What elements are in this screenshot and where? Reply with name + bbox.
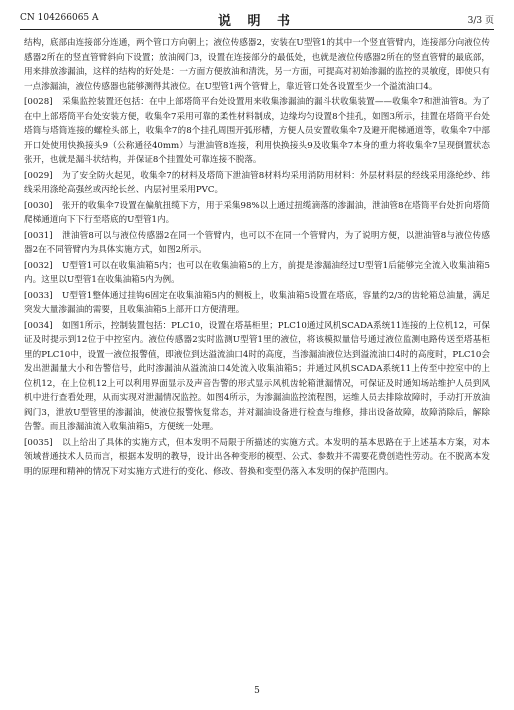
paragraph-number: [0034] <box>24 320 53 331</box>
paragraph-0031 <box>24 229 490 258</box>
paragraph-text: 采集监控装置还包括：在中上部塔筒平台处设置用来收集渗漏油的漏斗状收集装置——收集伞7和泄油管8。为了在中上部塔筒平台处安装方便，收集伞7采用可靠的柔性材料制成，边缘均匀设置8个挂孔，如图3所示，挂置在塔筒平台处塔筒与塔筒连接的螺栓头部上，收集伞7的8个挂孔周围开弧形槽，方便人员安置收集伞7及避开爬梯通道等，收集伞7中部开口处使用快换接头9（公称通径40mm）与泄油管8连接，利用快换接头9及收集伞7本身的重力将收集伞7呈现倒置状态张开，也就是漏斗状结构，并保证8个挂置处可靠连接不脱落。 <box>24 97 490 165</box>
paragraph-text: 泄油管8可以与液位传感器2在同一个管臂内，也可以不在同一个管臂内，为了说明方便，以泄油管8与液位传感器2在不同管臂内为具体实施方式，如图2所示。 <box>24 230 490 255</box>
page-footer <box>0 686 514 696</box>
paragraph-0028 <box>24 95 490 168</box>
page-number: 5 <box>254 686 260 696</box>
page-indicator: 3/3 页 <box>467 16 494 26</box>
paragraph-text: U型管1整体通过挂钩6固定在收集油箱5内的侧板上，收集油箱5设置在塔底，容量约2/3的齿轮箱总油量，满足突发大量渗漏油的需要，且收集油箱5上部开口方便清理。 <box>24 290 490 315</box>
paragraph-number: [0029] <box>24 170 53 181</box>
paragraph-0029 <box>24 169 490 198</box>
paragraph-number: [0032] <box>24 260 53 271</box>
paragraph-number: [0035] <box>24 437 53 448</box>
document-title: 说 明 书 <box>217 14 297 29</box>
paragraph-text: 以上给出了具体的实施方式，但本发明不局限于所描述的实施方式。本发明的基本思路在于上述基本方案，对本领域普通技术人员而言，根据本发明的教导，设计出各种变形的模型、公式、参数并不需要花费创造性劳动。在不脱离本发明的原理和精神的情况下对实施方式进行的变化、修改、替换和变型仍落入本发明的保护范围内。 <box>24 437 490 477</box>
paragraph-0033 <box>24 289 490 318</box>
document-body <box>24 36 490 480</box>
paragraph-number: [0031] <box>24 230 53 241</box>
document-number: CN 104266065 A <box>20 13 99 23</box>
paragraph-number: [0028] <box>24 97 53 107</box>
paragraph-number: [0033] <box>24 290 53 301</box>
paragraph-0032 <box>24 259 490 288</box>
paragraph-text: 张开的收集伞7设置在偏航扭缆下方，用于采集98%以上通过扭缆滴落的渗漏油，泄油管8在塔筒平台处折向塔筒爬梯通道向下下行至塔底的U型管1内。 <box>24 200 490 225</box>
paragraph-0035 <box>24 436 490 480</box>
paragraph-continuation <box>24 36 490 94</box>
paragraph-0030 <box>24 199 490 228</box>
paragraph-text: 结构，底部由连接部分连通，两个管口方向朝上；液位传感器2，安装在U型管1的其中一个竖直管臂内，连接部分向液位传感器2所在的竖直管臂斜向下设置；放油阀门3，设置在连接部分的最低处，也就是液位传感器2所在的竖直管臂的最底部，用来排放渗漏油，这样的结构的好处是：一方面方便放油和清洗，另一方面，可提高对初始渗漏的监控的灵敏度，即使只有一点渗漏油，液位传感器也能够测得其液位。在U型管1两个管臂上，靠近管口处各设置至少一个溢流油口4。 <box>24 38 490 92</box>
paragraph-0034 <box>24 319 490 435</box>
paragraph-number: [0030] <box>24 200 53 211</box>
paragraph-text: U型管1可以在收集油箱5内；也可以在收集油箱5的上方，前提是渗漏油经过U型管1后能够完全流入收集油箱5内。这里以U型管1在收集油箱5内为例。 <box>24 260 490 285</box>
paragraph-text: 为了安全防火起见，收集伞7的材料及塔筒下泄油管8材料均采用消防用材料：外层材料层的经线采用涤纶纱、纬线采用涤纶高强丝或丙纶长丝、内层衬里采用PVC。 <box>24 170 490 195</box>
paragraph-text: 如图1所示，控制装置包括：PLC10，设置在塔基柜里；PLC10通过风机SCADA系统11连接的上位机12，可保证及时提示到12位于中控室内。液位传感器2实时监测U型管1里的液位，将该模拟量信号通过液位监测电路传送至塔基柜里的PLC10中，设置一液位报警值，即液位到达溢流油口4时的高度，当渗漏油液位达到溢流油口4时的高度时，PLC10会发出泄漏量大小和告警信号，此时渗漏油从溢流油口4处流入收集油箱5；并通过风机SCADA系统11上传至中控室中的上位机12，在上位机12上可以利用界面显示及声音告警的形式显示风机齿轮箱泄漏情况，可保证及时通知场站维护人员到风机中进行查看处理，从而实现对泄漏情况监控。如图4所示，为渗漏油监控流程图，运维人员去排除故障时，手动打开放油阀门3，泄放U型管里的渗漏油，使液位报警恢复常态，并对漏油设备进行检查与维修，排出设备故障，故障消除后，解除告警。而且渗漏油流入收集油箱5，方便统一处理。 <box>24 320 490 432</box>
page-header <box>20 9 494 30</box>
